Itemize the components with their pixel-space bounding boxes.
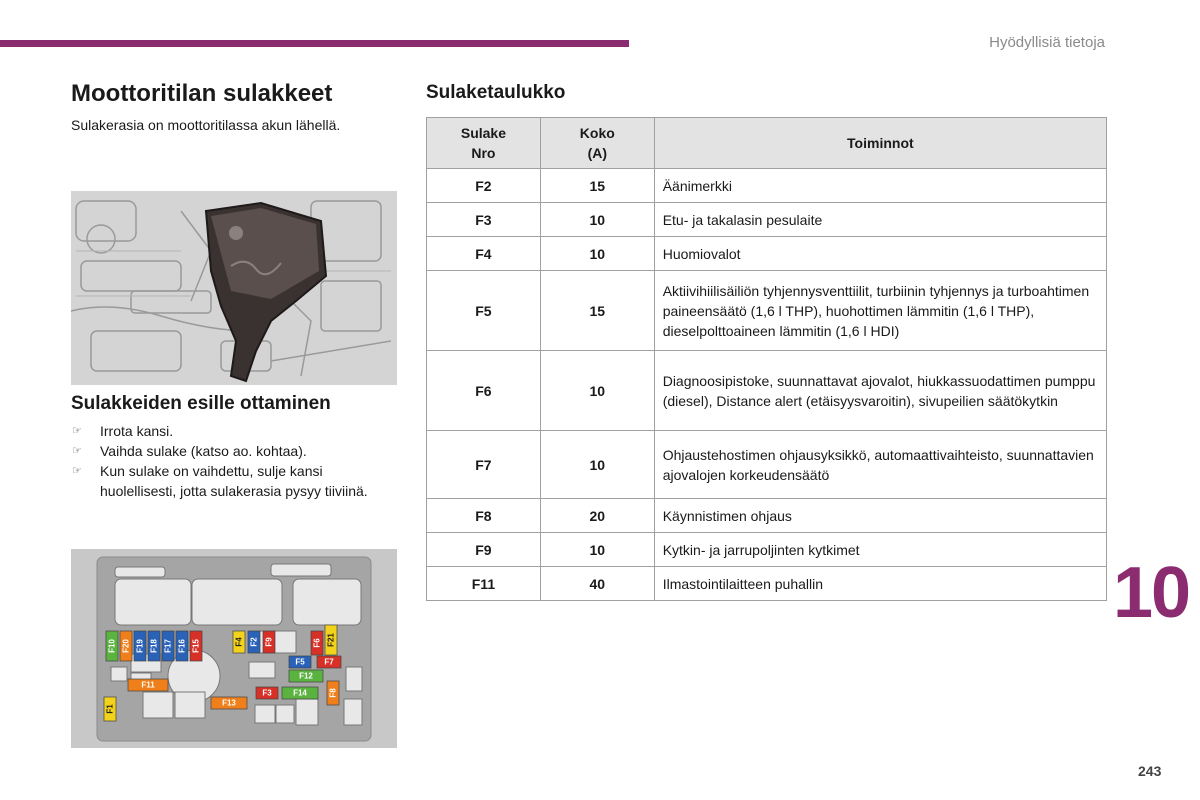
fuse-f11 — [128, 679, 168, 691]
svg-text:F10: F10 — [107, 639, 117, 653]
fuse-box-diagram — [71, 549, 397, 748]
fuse-f13 — [211, 697, 247, 709]
fuse-f10 — [106, 631, 118, 661]
svg-text:F8: F8 — [328, 688, 338, 698]
table-row — [427, 351, 1107, 431]
fuse-f7 — [317, 656, 341, 668]
cell-nro: F11 — [427, 567, 541, 601]
cell-toiminto: Ohjaustehostimen ohjausyksikkö, automaattivaihteisto, suunnattavien ajovalojen korkeudensäätö — [654, 431, 1106, 499]
fuse-f5 — [289, 656, 311, 668]
chapter-number: 10 — [1113, 553, 1190, 633]
cell-nro: F9 — [427, 533, 541, 567]
svg-text:F20: F20 — [121, 639, 131, 653]
svg-text:F14: F14 — [293, 688, 307, 698]
svg-text:F15: F15 — [191, 639, 201, 653]
fuse-f12 — [289, 670, 323, 682]
section-title: Hyödyllisiä tietoja — [989, 34, 1105, 51]
cell-koko: 10 — [540, 431, 654, 499]
list-item: ☞ Kun sulake on vaihdettu, sulje kansi huolellisesti, jotta sulakerasia pysyy tiiviinä. — [72, 463, 368, 499]
svg-text:F3: F3 — [262, 688, 272, 698]
cell-nro: F5 — [427, 271, 541, 351]
page-number: 243 — [1138, 763, 1162, 779]
cell-koko: 10 — [540, 237, 654, 271]
svg-text:F21: F21 — [326, 633, 336, 647]
fuse-f17 — [162, 631, 174, 661]
cell-toiminto: Aktiivihiilisäiliön tyhjennysventtiilit, turbiinin tyhjennys ja turboahtimen paineensäätö (1,6 l THP), huohottimen lämmitin (1,6 l THP), dieselpolttoaineen lämmitin (1,6 l HDI) — [654, 271, 1106, 351]
cell-koko: 15 — [540, 271, 654, 351]
svg-text:F5: F5 — [295, 657, 305, 667]
cell-koko: 20 — [540, 499, 654, 533]
fuse-f3 — [256, 687, 278, 699]
fuse-f6 — [311, 631, 323, 655]
list-item: ☞ Vaihda sulake (katso ao. kohtaa). — [72, 443, 307, 459]
cell-nro: F8 — [427, 499, 541, 533]
fuse-f14 — [282, 687, 318, 699]
svg-text:F17: F17 — [163, 639, 173, 653]
cell-koko: 10 — [540, 351, 654, 431]
fuse-f4 — [233, 631, 245, 653]
table-row — [427, 499, 1107, 533]
header-nro: Sulake Nro — [427, 118, 541, 169]
fuse-f16 — [176, 631, 188, 661]
svg-text:F12: F12 — [299, 671, 313, 681]
pointing-hand-icon: ☞ — [72, 465, 82, 477]
fuse-f21 — [325, 625, 337, 655]
fuse-f15 — [190, 631, 202, 661]
page-title: Moottoritilan sulakkeet — [71, 80, 333, 107]
cell-nro: F7 — [427, 431, 541, 499]
fuse-box-svg — [71, 549, 397, 748]
cell-toiminto: Diagnoosipistoke, suunnattavat ajovalot, hiukkassuodattimen pumppu (diesel), Distance alert (etäisyysvaroitin), sivupeilien säätökytkin — [654, 351, 1106, 431]
table-row — [427, 237, 1107, 271]
cell-toiminto: Etu- ja takalasin pesulaite — [654, 203, 1106, 237]
engine-bay-photo — [71, 191, 397, 385]
header-toiminnot: Toiminnot — [654, 118, 1106, 169]
table-row — [427, 203, 1107, 237]
cell-toiminto: Huomiovalot — [654, 237, 1106, 271]
svg-text:F16: F16 — [177, 639, 187, 653]
pointing-hand-icon: ☞ — [72, 445, 82, 457]
table-title: Sulaketaulukko — [426, 82, 566, 103]
pointing-hand-icon: ☞ — [72, 425, 82, 437]
fuse-f2 — [248, 631, 260, 653]
cell-toiminto: Käynnistimen ohjaus — [654, 499, 1106, 533]
fuse-table — [426, 117, 1107, 601]
svg-text:F9: F9 — [264, 637, 274, 647]
engine-bay-illustration — [71, 191, 397, 385]
header-koko: Koko (A) — [540, 118, 654, 169]
svg-text:F19: F19 — [135, 639, 145, 653]
svg-text:F2: F2 — [249, 637, 259, 647]
cell-koko: 15 — [540, 169, 654, 203]
cell-nro: F4 — [427, 237, 541, 271]
fuse-f19 — [134, 631, 146, 661]
svg-text:F18: F18 — [149, 639, 159, 653]
svg-text:F1: F1 — [105, 704, 115, 714]
cell-toiminto: Kytkin- ja jarrupoljinten kytkimet — [654, 533, 1106, 567]
svg-text:F11: F11 — [141, 680, 155, 690]
cell-toiminto: Ilmastointilaitteen puhallin — [654, 567, 1106, 601]
table-row — [427, 271, 1107, 351]
cell-koko: 10 — [540, 533, 654, 567]
fuse-f8 — [327, 681, 339, 705]
cell-nro: F3 — [427, 203, 541, 237]
cell-toiminto: Äänimerkki — [654, 169, 1106, 203]
removal-steps-list — [71, 421, 401, 501]
table-row — [427, 567, 1107, 601]
svg-text:F13: F13 — [222, 698, 236, 708]
cell-nro: F6 — [427, 351, 541, 431]
table-row — [427, 533, 1107, 567]
fuse-f1 — [104, 697, 116, 721]
table-header-row — [427, 118, 1107, 169]
svg-text:F4: F4 — [234, 637, 244, 647]
list-item: ☞ Irrota kansi. — [72, 423, 174, 439]
table-row — [427, 169, 1107, 203]
svg-text:F7: F7 — [324, 657, 334, 667]
table-row — [427, 431, 1107, 499]
header-accent-bar — [0, 40, 629, 47]
fuse-f18 — [148, 631, 160, 661]
cell-koko: 10 — [540, 203, 654, 237]
fuse-f20 — [120, 631, 132, 661]
intro-text: Sulakerasia on moottoritilassa akun lähellä. — [71, 117, 341, 133]
cell-nro: F2 — [427, 169, 541, 203]
fuse-f9 — [263, 631, 275, 653]
cell-koko: 40 — [540, 567, 654, 601]
svg-text:F6: F6 — [312, 638, 322, 648]
removal-subtitle: Sulakkeiden esille ottaminen — [71, 393, 331, 414]
